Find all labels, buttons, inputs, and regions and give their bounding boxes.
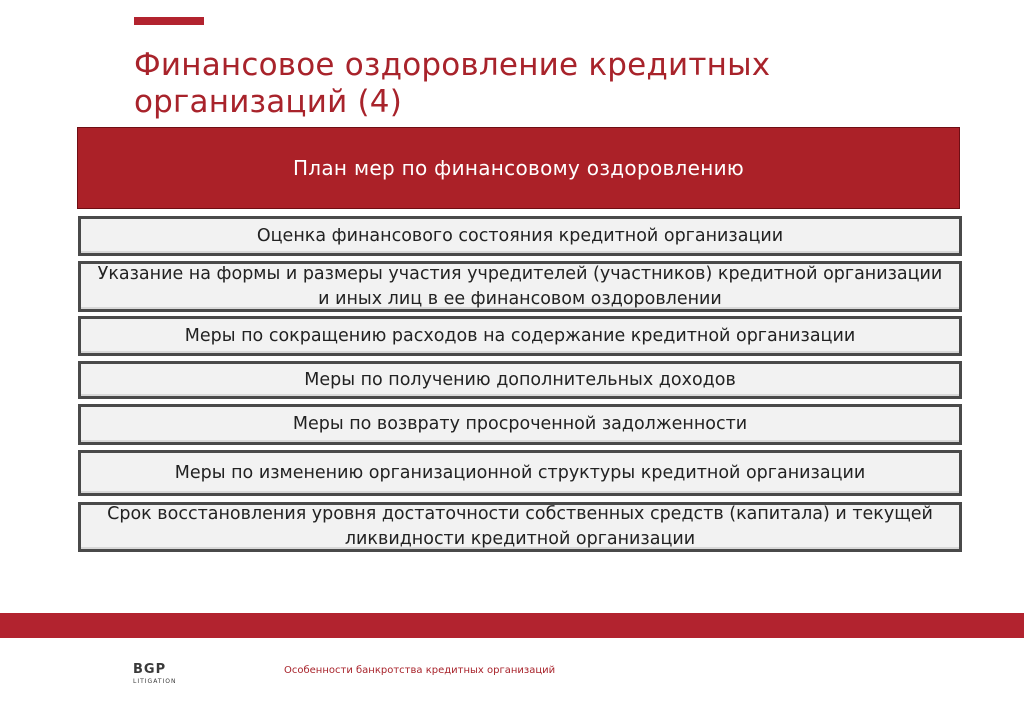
plan-item-assessment: Оценка финансового состояния кредитной организации xyxy=(78,216,962,256)
page-title xyxy=(134,47,954,121)
bgp-logo xyxy=(133,663,193,693)
title-accent-bar xyxy=(134,17,204,25)
logo-sub-text: LITIGATION xyxy=(133,678,177,685)
logo-main-text: BGP xyxy=(133,662,167,677)
footer-caption: Особенности банкротства кредитных организаций xyxy=(284,665,556,676)
plan-item-cost-reduction: Меры по сокращению расходов на содержание кредитной организации xyxy=(78,316,962,356)
page-title-line-2: организаций (4) xyxy=(134,84,402,120)
plan-item-overdue-debt: Меры по возврату просроченной задолженности xyxy=(78,404,962,445)
plan-item-org-structure: Меры по изменению организационной структуры кредитной организации xyxy=(78,450,962,496)
plan-item-recovery-term: Срок восстановления уровня достаточности собственных средств (капитала) и текущей ликвидности кредитной организации xyxy=(78,502,962,552)
page-title-line-1: Финансовое оздоровление кредитных xyxy=(134,47,771,83)
plan-header: План мер по финансовому оздоровлению xyxy=(77,127,960,209)
footer-band xyxy=(0,613,1024,638)
plan-item-additional-income: Меры по получению дополнительных доходов xyxy=(78,361,962,399)
plan-item-founders-participation: Указание на формы и размеры участия учредителей (участников) кредитной организации и иных лиц в ее финансовом оздоровлении xyxy=(78,261,962,312)
